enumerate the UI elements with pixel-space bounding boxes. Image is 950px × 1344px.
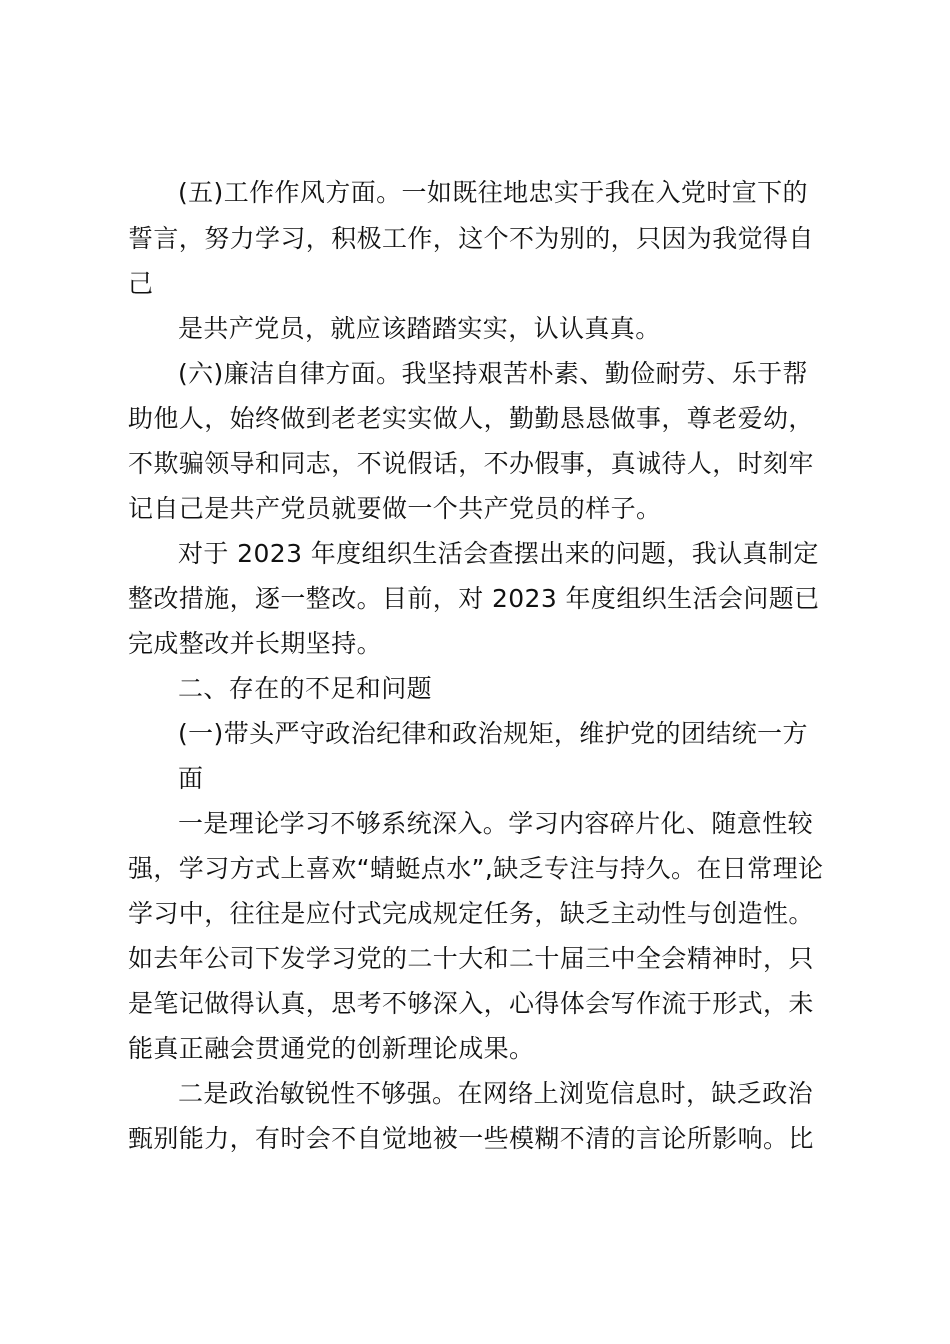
section-heading: 二、存在的不足和问题 [178,674,433,703]
text-line: 是笔记做得认真，思考不够深入，心得体会写作流于形式，未 [128,989,814,1018]
text-line: 学习中，往往是应付式完成规定任务，缺乏主动性与创造性。 [128,899,814,928]
text-line: 一是理论学习不够系统深入。学习内容碎片化、随意性较 [178,809,814,838]
text-line: 如去年公司下发学习党的二十大和二十届三中全会精神时，只 [128,944,814,973]
text-line: 二是政治敏锐性不够强。在网络上浏览信息时，缺乏政治 [178,1079,814,1108]
text-line: 完成整改并长期坚持。 [128,629,383,658]
text-line: 是共产党员，就应该踏踏实实，认认真真。 [178,314,661,343]
text-line: 不欺骗领导和同志，不说假话，不办假事，真诚待人，时刻牢 [128,449,814,478]
text-line: 甄别能力，有时会不自觉地被一些模糊不清的言论所影响。比 [128,1124,814,1153]
subsection-heading: 面 [178,764,204,793]
subsection-heading: (一)带头严守政治纪律和政治规矩，维护党的团结统一方 [178,719,808,748]
text-line: (六)廉洁自律方面。我坚持艰苦朴素、勤俭耐劳、乐于帮 [178,359,808,388]
text-line: 记自己是共产党员就要做一个共产党员的样子。 [128,494,662,523]
text-line: 对于 2023 年度组织生活会查摆出来的问题，我认真制定 [178,539,819,568]
text-line: 誓言，努力学习，积极工作，这个不为别的，只因为我觉得自 [128,224,814,253]
text-line: 能真正融会贯通党的创新理论成果。 [128,1034,535,1063]
text-line: 整改措施，逐一整改。目前，对 2023 年度组织生活会问题已 [128,584,820,613]
text-line: (五)工作作风方面。一如既往地忠实于我在入党时宣下的 [178,178,808,207]
text-line: 强，学习方式上喜欢“蜻蜓点水”,缺乏专注与持久。在日常理论 [128,854,824,883]
text-line: 己 [128,269,154,298]
text-line: 助他人，始终做到老老实实做人，勤勤恳恳做事，尊老爱幼， [128,404,814,433]
